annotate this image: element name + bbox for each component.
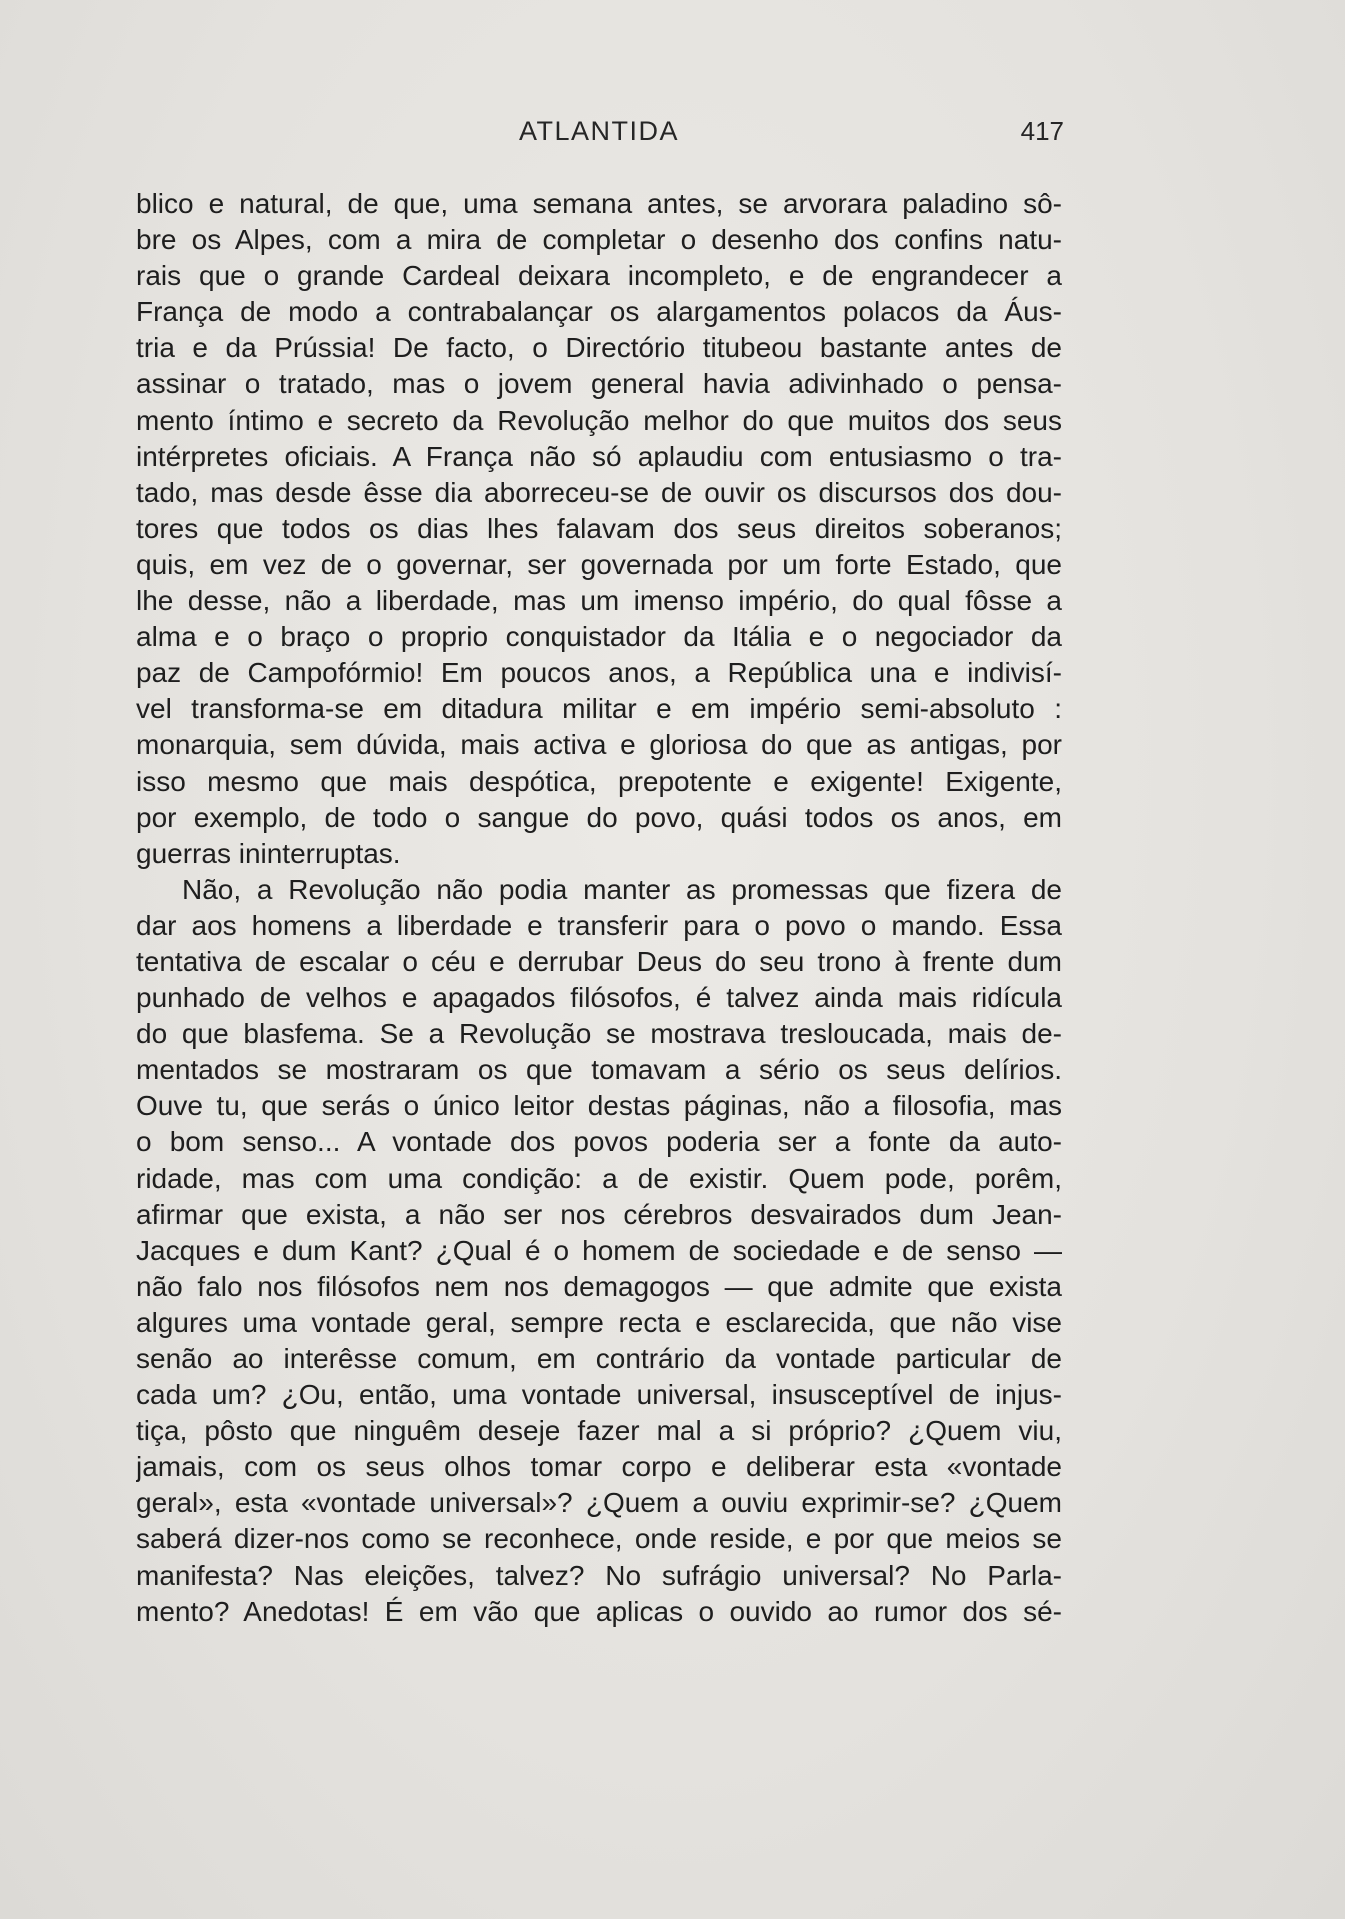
text-line: mento? Anedotas! É em vão que aplicas o ouvido ao rumor dos sé- — [136, 1595, 1062, 1627]
text-line: não falo nos filósofos nem nos demagogos — que admite que exista — [136, 1270, 1062, 1302]
text-line: cada um? ¿Ou, então, uma vontade universal, insusceptível de injus- — [136, 1379, 1062, 1411]
text-line: afirmar que exista, a não ser nos cérebros desvairados dum Jean- — [136, 1198, 1062, 1230]
running-title: ATLANTIDA — [518, 116, 680, 146]
text-line: dar aos homens a liberdade e transferir para o povo o mando. Essa — [136, 909, 1062, 941]
text-line: algures uma vontade geral, sempre recta e esclarecida, que não vise — [136, 1306, 1062, 1338]
text-line: manifesta? Nas eleições, talvez? No sufrágio universal? No Parla- — [136, 1559, 1062, 1591]
text-line: paz de Campofórmio! Em poucos anos, a República una e indivisí- — [136, 657, 1062, 689]
text-line: saberá dizer-nos como se reconhece, onde reside, e por que meios se — [136, 1523, 1062, 1555]
text-line: tiça, pôsto que ninguêm deseje fazer mal a si próprio? ¿Quem viu, — [136, 1415, 1062, 1447]
page-number: 417 — [1020, 116, 1064, 146]
text-line: punhado de velhos e apagados filósofos, é talvez ainda mais ridícula — [136, 982, 1062, 1014]
text-line: lhe desse, não a liberdade, mas um imenso império, do qual fôsse a — [136, 585, 1062, 617]
text-line: mento íntimo e secreto da Revolução melhor do que muitos dos seus — [136, 404, 1062, 436]
text-line: senão ao interêsse comum, em contrário da vontade particular de — [136, 1343, 1062, 1374]
text-line: rais que o grande Cardeal deixara incompleto, e de engrandecer a — [136, 260, 1062, 292]
text-line: alma e o braço o proprio conquistador da Itália e o negociador da — [136, 621, 1062, 653]
body-text — [136, 186, 1062, 1630]
text-line: bre os Alpes, com a mira de completar o desenho dos confins natu- — [136, 224, 1062, 256]
text-line: jamais, com os seus olhos tomar corpo e deliberar esta «vontade — [136, 1451, 1062, 1483]
text-line: Jacques e dum Kant? ¿Qual é o homem de sociedade e de senso — — [136, 1234, 1062, 1266]
text-line: tores que todos os dias lhes falavam dos seus direitos soberanos; — [136, 512, 1062, 544]
text-line: tentativa de escalar o céu e derrubar Deus do seu trono à frente dum — [136, 945, 1062, 977]
text-line: isso mesmo que mais despótica, prepotente e exigente! Exigente, — [136, 765, 1062, 797]
text-line: assinar o tratado, mas o jovem general havia adivinhado o pensa- — [136, 368, 1062, 400]
text-line: guerras ininterruptas. — [136, 837, 401, 869]
paragraph — [136, 872, 1062, 1630]
text-line: quis, em vez de o governar, ser governada por um forte Estado, que — [136, 548, 1062, 580]
paragraph — [136, 186, 1062, 872]
text-line: por exemplo, de todo o sangue do povo, quási todos os anos, em — [136, 801, 1062, 833]
text-line: tria e da Prússia! De facto, o Directório titubeou bastante antes de — [136, 332, 1062, 364]
text-line: do que blasfema. Se a Revolução se mostrava tresloucada, mais de- — [136, 1018, 1062, 1050]
text-line: o bom senso... A vontade dos povos poderia ser a fonte da auto- — [136, 1126, 1062, 1158]
text-line: tado, mas desde êsse dia aborreceu-se de ouvir os discursos dos dou- — [136, 476, 1062, 508]
text-line: geral», esta «vontade universal»? ¿Quem a ouviu exprimir-se? ¿Quem — [136, 1487, 1062, 1519]
text-line: intérpretes oficiais. A França não só aplaudiu com entusiasmo o tra- — [136, 440, 1062, 472]
text-line: monarquia, sem dúvida, mais activa e gloriosa do que as antigas, por — [136, 729, 1062, 761]
text-line: mentados se mostraram os que tomavam a sério os seus delírios. — [136, 1054, 1062, 1086]
text-line: França de modo a contrabalançar os alargamentos polacos da Áus- — [136, 296, 1062, 328]
text-line: Ouve tu, que serás o único leitor destas páginas, não a filosofia, mas — [136, 1090, 1062, 1122]
text-line: Não, a Revolução não podia manter as promessas que fizera de — [182, 873, 1062, 905]
text-line: blico e natural, de que, uma semana antes, se arvorara paladino sô- — [136, 188, 1062, 219]
text-line: ridade, mas com uma condição: a de existir. Quem pode, porêm, — [136, 1162, 1062, 1194]
text-line: vel transforma-se em ditadura militar e em império semi-absoluto : — [136, 693, 1062, 725]
running-head — [134, 116, 1064, 156]
